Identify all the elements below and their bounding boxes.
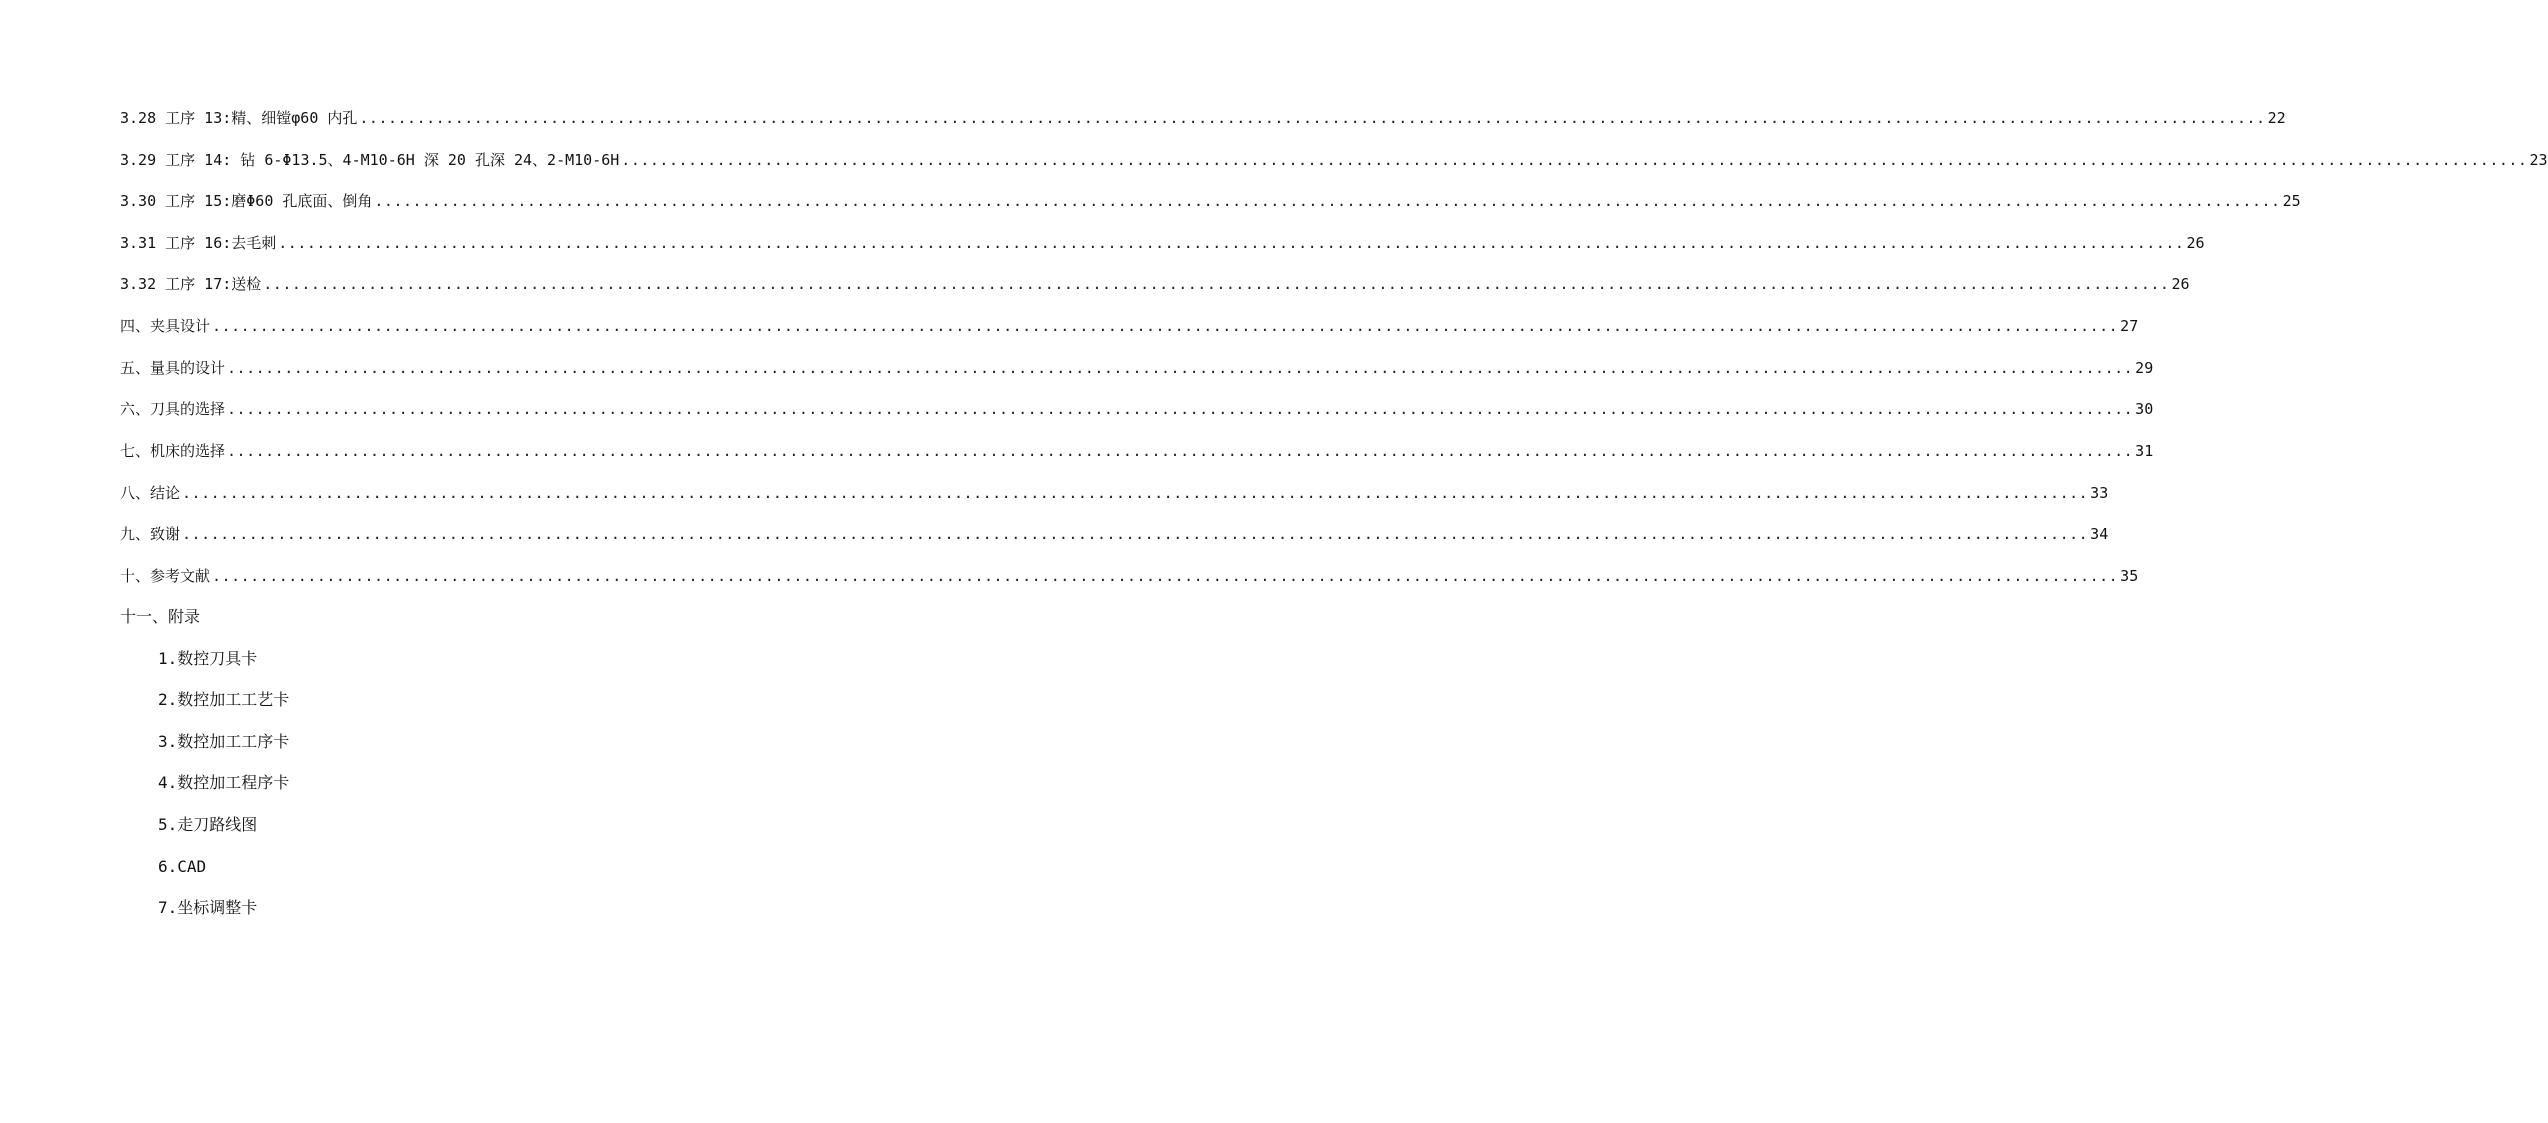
- appendix-item: 5.走刀路线图: [158, 815, 258, 834]
- toc-entry-title: 四、夹具设计: [120, 317, 211, 335]
- toc-entry-page: 27: [2120, 317, 2139, 335]
- toc-leader-dots: ........................................................................................................................................................................................................: [374, 192, 2281, 210]
- toc-entry-page: 34: [2090, 525, 2109, 543]
- toc-entry[interactable]: [120, 231, 2205, 255]
- toc-entry[interactable]: [120, 439, 2154, 463]
- toc-entry[interactable]: [120, 522, 2109, 546]
- toc-entry[interactable]: [120, 189, 2301, 213]
- toc-entry[interactable]: [120, 106, 2286, 130]
- toc-leader-dots: ........................................................................................................................................................................................................: [182, 484, 2089, 502]
- toc-entry-title: 七、机床的选择: [120, 442, 226, 460]
- toc-entry-title: 3.28 工序 13:精、细镗φ60 内孔: [120, 109, 358, 127]
- toc-entry[interactable]: [120, 314, 2139, 338]
- toc-entry-page: 30: [2135, 400, 2154, 418]
- toc-leader-dots: ........................................................................................................................................................................................................: [227, 442, 2134, 460]
- toc-leader-dots: ........................................................................................................................................................................................................: [621, 151, 2528, 169]
- appendix-item: 4.数控加工程序卡: [158, 773, 290, 792]
- toc-entry-page: 26: [2186, 234, 2205, 252]
- toc-entry-page: 26: [2171, 275, 2190, 293]
- toc-entry[interactable]: [120, 397, 2154, 421]
- toc-entry-title: 六、刀具的选择: [120, 400, 226, 418]
- toc-entry-title: 五、量具的设计: [120, 359, 226, 377]
- toc-leader-dots: ........................................................................................................................................................................................................: [212, 567, 2119, 585]
- toc-entry[interactable]: [120, 272, 2190, 296]
- appendix-item: 6.CAD: [158, 857, 207, 876]
- toc-entry-title: 3.29 工序 14: 钻 6-Φ13.5、4-M10-6H 深 20 孔深 24、2-M10-6H: [120, 151, 620, 169]
- toc-leader-dots: ........................................................................................................................................................................................................: [263, 275, 2170, 293]
- toc-leader-dots: ........................................................................................................................................................................................................: [182, 525, 2089, 543]
- toc-entry-page: 23: [2529, 151, 2548, 169]
- toc-leader-dots: ........................................................................................................................................................................................................: [227, 400, 2134, 418]
- toc-entry-title: 3.32 工序 17:送检: [120, 275, 262, 293]
- toc-entry[interactable]: [120, 148, 2548, 172]
- toc-leader-dots: ........................................................................................................................................................................................................: [227, 359, 2134, 377]
- toc-entry-title: 3.31 工序 16:去毛刺: [120, 234, 277, 252]
- toc-entry-title: 3.30 工序 15:磨Φ60 孔底面、倒角: [120, 192, 373, 210]
- toc-entry-page: 29: [2135, 359, 2154, 377]
- toc-entry[interactable]: [120, 564, 2139, 588]
- toc-entry[interactable]: [120, 481, 2109, 505]
- toc-leader-dots: ........................................................................................................................................................................................................: [278, 234, 2185, 252]
- toc-entry-page: 22: [2267, 109, 2286, 127]
- appendix-item: 1.数控刀具卡: [158, 649, 258, 668]
- toc-leader-dots: ........................................................................................................................................................................................................: [359, 109, 2266, 127]
- toc-entry-page: 25: [2282, 192, 2301, 210]
- appendix-item: 7.坐标调整卡: [158, 898, 258, 917]
- appendix-item: 2.数控加工工艺卡: [158, 690, 290, 709]
- toc-entry-title: 十、参考文献: [120, 567, 211, 585]
- toc-entry-page: 33: [2090, 484, 2109, 502]
- toc-entry[interactable]: [120, 356, 2154, 380]
- toc-entry-title: 九、致谢: [120, 525, 181, 543]
- toc-leader-dots: ........................................................................................................................................................................................................: [212, 317, 2119, 335]
- toc-entry-page: 31: [2135, 442, 2154, 460]
- toc-entry-page: 35: [2120, 567, 2139, 585]
- appendix-heading: 十一、附录: [120, 607, 201, 626]
- appendix-item: 3.数控加工工序卡: [158, 732, 290, 751]
- toc-entry-title: 八、结论: [120, 484, 181, 502]
